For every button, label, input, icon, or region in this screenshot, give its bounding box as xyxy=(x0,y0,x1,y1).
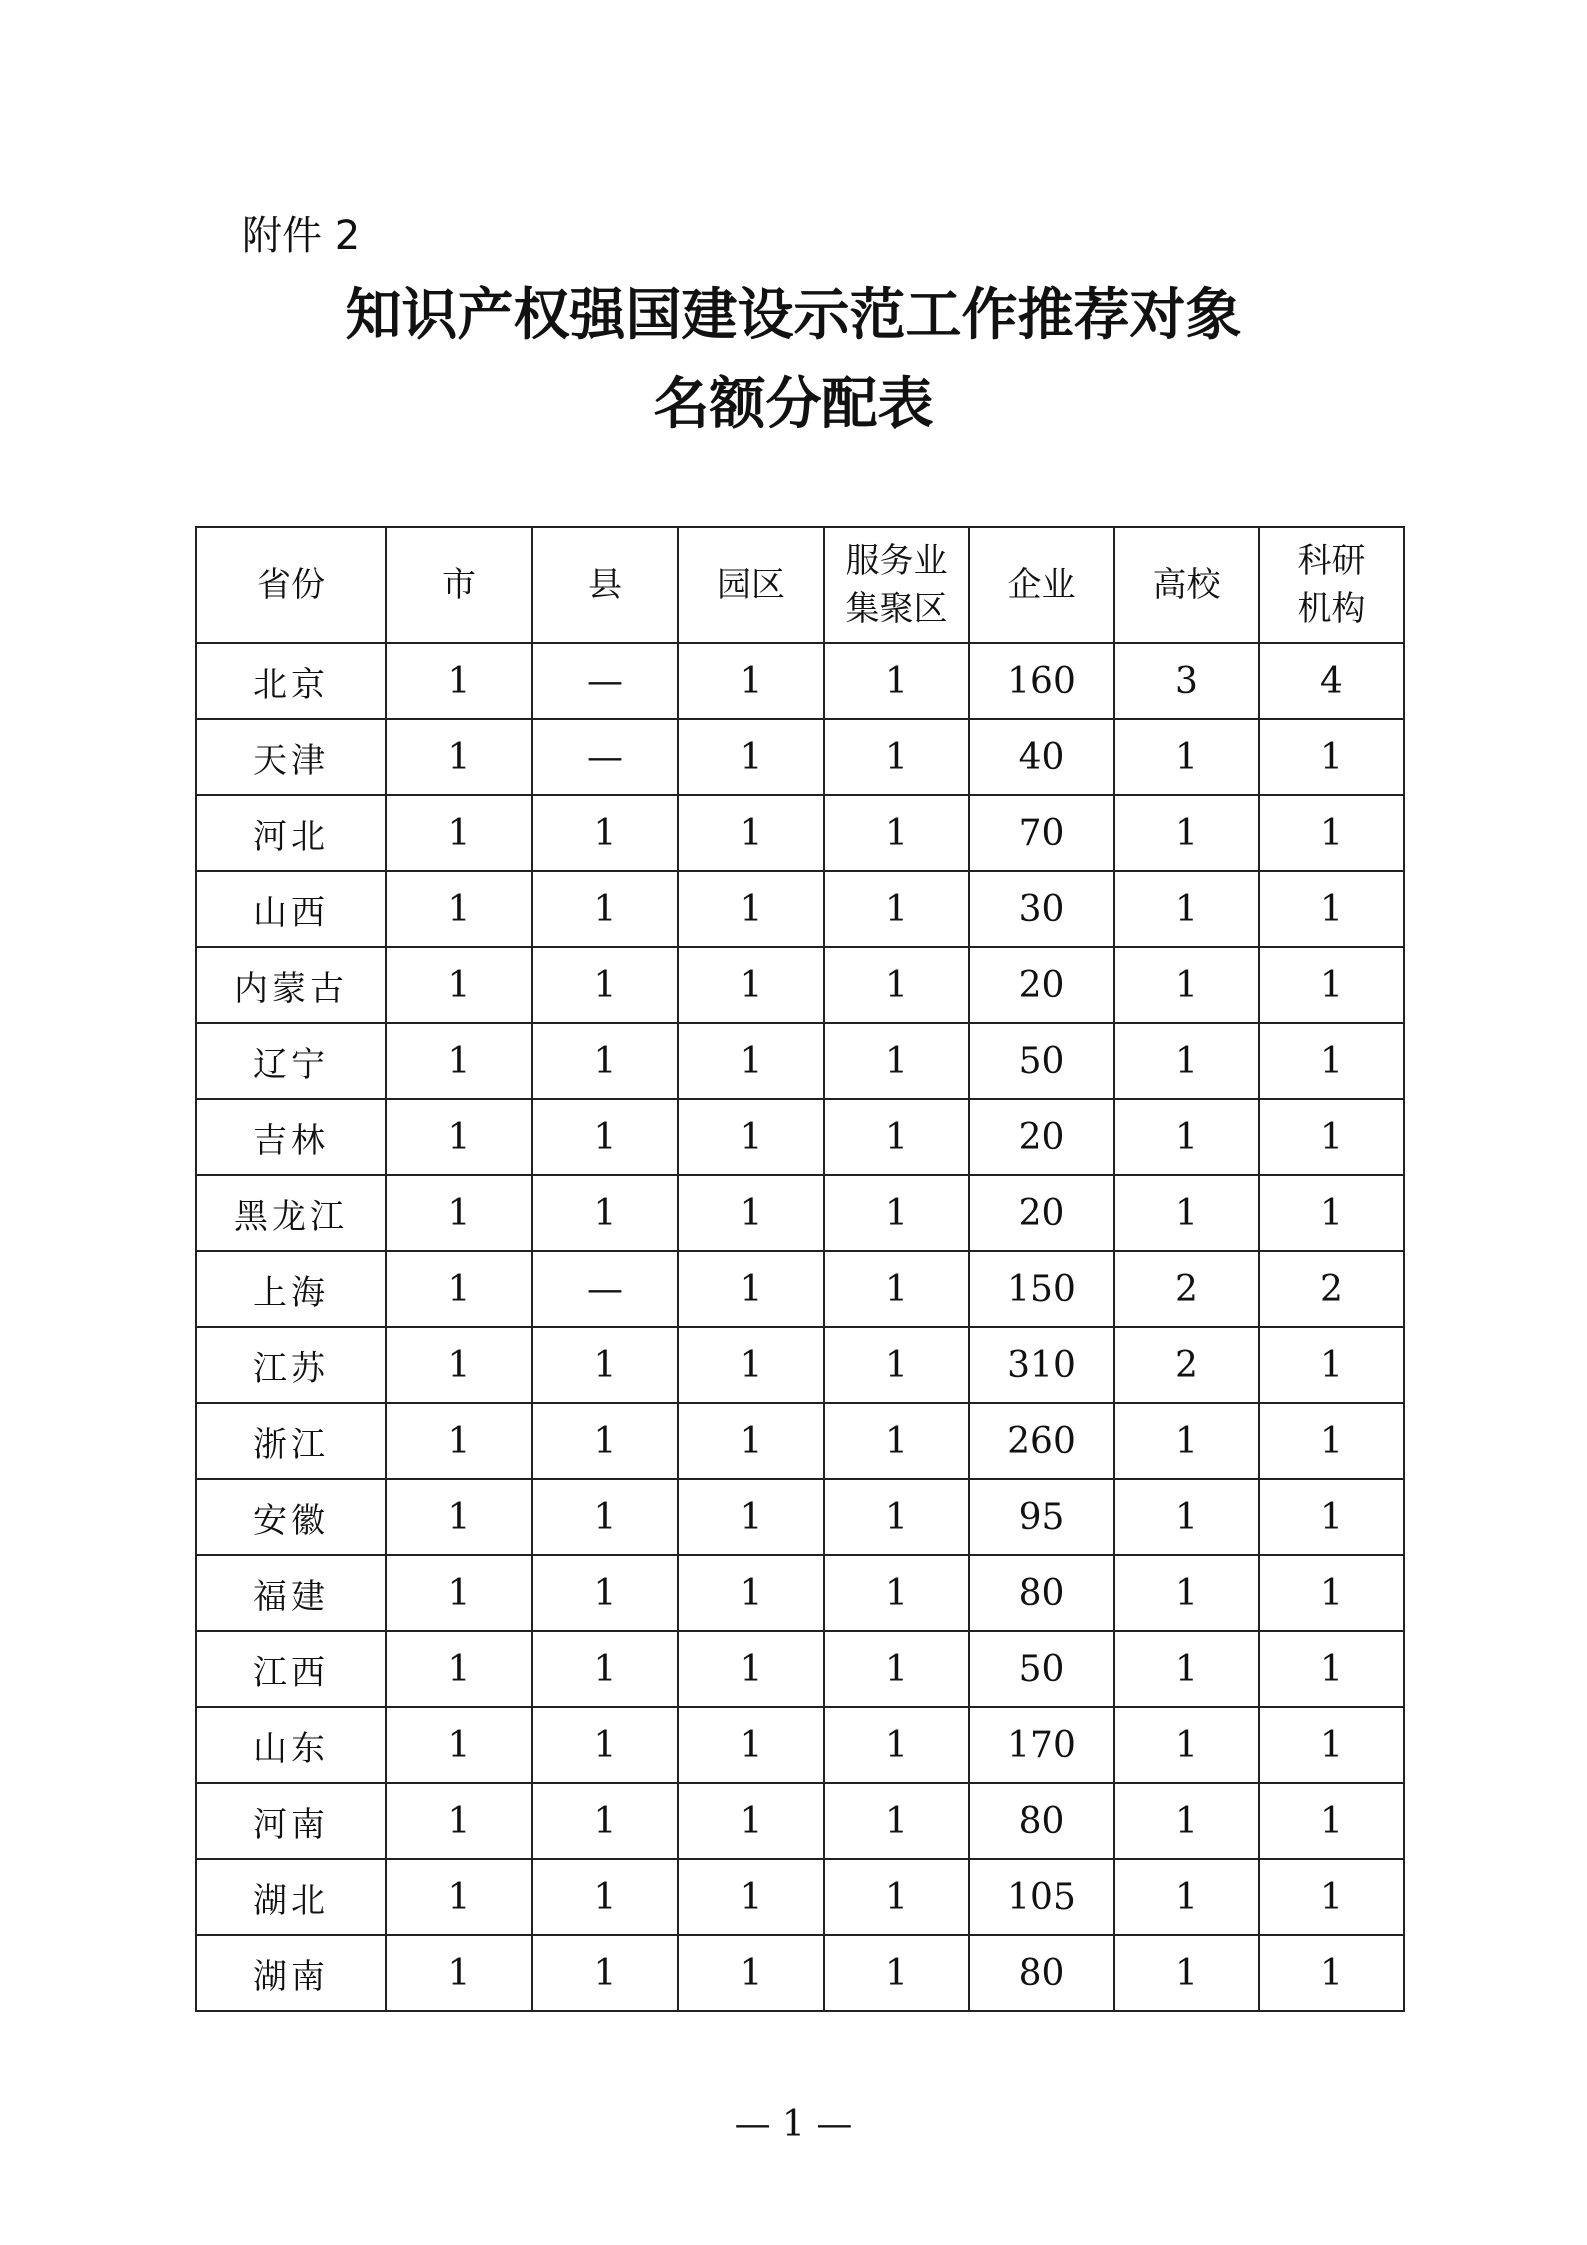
park-cell: 1 xyxy=(678,1099,824,1175)
enterprise-cell: 20 xyxy=(969,947,1114,1023)
research-institute-cell: 4 xyxy=(1259,643,1404,719)
university-cell: 2 xyxy=(1114,1251,1259,1327)
park-cell: 1 xyxy=(678,871,824,947)
province-cell: 浙江 xyxy=(196,1403,386,1479)
county-cell: 1 xyxy=(532,1859,678,1935)
university-cell: 1 xyxy=(1114,719,1259,795)
research-institute-cell: 1 xyxy=(1259,1707,1404,1783)
research-institute-cell: 1 xyxy=(1259,1099,1404,1175)
enterprise-cell: 160 xyxy=(969,643,1114,719)
city-cell: 1 xyxy=(386,1099,532,1175)
county-cell: 1 xyxy=(532,1327,678,1403)
enterprise-cell: 50 xyxy=(969,1631,1114,1707)
city-cell: 1 xyxy=(386,719,532,795)
header-label: 县 xyxy=(588,565,622,605)
service-cluster-cell: 1 xyxy=(824,1707,969,1783)
research-institute-cell: 1 xyxy=(1259,871,1404,947)
city-cell: 1 xyxy=(386,871,532,947)
park-cell: 1 xyxy=(678,1403,824,1479)
city-cell: 1 xyxy=(386,1403,532,1479)
service-cluster-cell: 1 xyxy=(824,1175,969,1251)
table-row xyxy=(196,1555,1404,1631)
county-cell: 1 xyxy=(532,1023,678,1099)
city-cell: 1 xyxy=(386,643,532,719)
park-cell: 1 xyxy=(678,1783,824,1859)
service-cluster-cell: 1 xyxy=(824,1555,969,1631)
service-cluster-cell: 1 xyxy=(824,719,969,795)
table-header-row xyxy=(196,527,1404,643)
park-cell: 1 xyxy=(678,643,824,719)
county-cell: 1 xyxy=(532,1555,678,1631)
table-row xyxy=(196,1251,1404,1327)
research-institute-cell: 1 xyxy=(1259,947,1404,1023)
park-cell: 1 xyxy=(678,719,824,795)
enterprise-cell: 95 xyxy=(969,1479,1114,1555)
province-cell: 江苏 xyxy=(196,1327,386,1403)
city-cell: 1 xyxy=(386,1631,532,1707)
county-cell: 1 xyxy=(532,1175,678,1251)
table-row xyxy=(196,1099,1404,1175)
table-row xyxy=(196,1935,1404,2011)
research-institute-cell: 1 xyxy=(1259,1327,1404,1403)
county-cell: 1 xyxy=(532,1631,678,1707)
enterprise-cell: 20 xyxy=(969,1099,1114,1175)
university-cell: 1 xyxy=(1114,1783,1259,1859)
header-label: 高校 xyxy=(1152,565,1221,605)
province-cell: 内蒙古 xyxy=(196,947,386,1023)
university-cell: 1 xyxy=(1114,1175,1259,1251)
city-cell: 1 xyxy=(386,947,532,1023)
header-label: 机构 xyxy=(1297,589,1366,629)
service-cluster-cell: 1 xyxy=(824,1859,969,1935)
city-cell: 1 xyxy=(386,1251,532,1327)
county-cell: 1 xyxy=(532,1707,678,1783)
province-cell: 福建 xyxy=(196,1555,386,1631)
service-cluster-cell: 1 xyxy=(824,1631,969,1707)
university-cell: 1 xyxy=(1114,947,1259,1023)
university-cell: 1 xyxy=(1114,795,1259,871)
document-title-line2: 名额分配表 xyxy=(653,372,934,437)
table-body xyxy=(196,643,1404,2011)
header-label: 企业 xyxy=(1007,565,1076,605)
table-row xyxy=(196,1175,1404,1251)
header-label: 园区 xyxy=(717,565,785,605)
enterprise-cell: 40 xyxy=(969,719,1114,795)
research-institute-cell: 1 xyxy=(1259,1859,1404,1935)
province-cell: 江西 xyxy=(196,1631,386,1707)
research-institute-cell: 1 xyxy=(1259,719,1404,795)
table-row xyxy=(196,1859,1404,1935)
university-cell: 1 xyxy=(1114,1935,1259,2011)
enterprise-cell: 170 xyxy=(969,1707,1114,1783)
park-cell: 1 xyxy=(678,1555,824,1631)
service-cluster-cell: 1 xyxy=(824,1099,969,1175)
service-cluster-cell: 1 xyxy=(824,643,969,719)
header-label: 省份 xyxy=(257,565,325,605)
enterprise-cell: 80 xyxy=(969,1935,1114,2011)
city-cell: 1 xyxy=(386,795,532,871)
province-cell: 辽宁 xyxy=(196,1023,386,1099)
county-cell: — xyxy=(532,643,678,719)
table-row xyxy=(196,643,1404,719)
city-cell: 1 xyxy=(386,1555,532,1631)
county-cell: 1 xyxy=(532,1479,678,1555)
university-cell: 3 xyxy=(1114,643,1259,719)
table-row xyxy=(196,871,1404,947)
header-park xyxy=(678,527,824,643)
attachment-label: 附件 2 xyxy=(242,213,361,259)
research-institute-cell: 1 xyxy=(1259,1479,1404,1555)
province-cell: 湖北 xyxy=(196,1859,386,1935)
table-row xyxy=(196,1631,1404,1707)
province-cell: 河北 xyxy=(196,795,386,871)
page-number: — 1 — xyxy=(734,2104,853,2145)
park-cell: 1 xyxy=(678,1935,824,2011)
header-label: 服务业 xyxy=(845,541,948,581)
header-county xyxy=(532,527,678,643)
county-cell: 1 xyxy=(532,871,678,947)
service-cluster-cell: 1 xyxy=(824,1403,969,1479)
province-cell: 河南 xyxy=(196,1783,386,1859)
province-cell: 北京 xyxy=(196,643,386,719)
university-cell: 1 xyxy=(1114,1555,1259,1631)
university-cell: 1 xyxy=(1114,1023,1259,1099)
university-cell: 1 xyxy=(1114,1631,1259,1707)
research-institute-cell: 1 xyxy=(1259,1023,1404,1099)
header-enterprise xyxy=(969,527,1114,643)
research-institute-cell: 1 xyxy=(1259,1631,1404,1707)
county-cell: 1 xyxy=(532,1403,678,1479)
park-cell: 1 xyxy=(678,1327,824,1403)
university-cell: 1 xyxy=(1114,871,1259,947)
province-cell: 上海 xyxy=(196,1251,386,1327)
park-cell: 1 xyxy=(678,1479,824,1555)
county-cell: 1 xyxy=(532,1935,678,2011)
park-cell: 1 xyxy=(678,947,824,1023)
enterprise-cell: 80 xyxy=(969,1783,1114,1859)
park-cell: 1 xyxy=(678,795,824,871)
park-cell: 1 xyxy=(678,1023,824,1099)
province-cell: 天津 xyxy=(196,719,386,795)
park-cell: 1 xyxy=(678,1175,824,1251)
university-cell: 1 xyxy=(1114,1859,1259,1935)
city-cell: 1 xyxy=(386,1859,532,1935)
park-cell: 1 xyxy=(678,1251,824,1327)
service-cluster-cell: 1 xyxy=(824,1935,969,2011)
enterprise-cell: 50 xyxy=(969,1023,1114,1099)
table-row xyxy=(196,1479,1404,1555)
service-cluster-cell: 1 xyxy=(824,795,969,871)
city-cell: 1 xyxy=(386,1175,532,1251)
service-cluster-cell: 1 xyxy=(824,1479,969,1555)
park-cell: 1 xyxy=(678,1631,824,1707)
province-cell: 山西 xyxy=(196,871,386,947)
header-research-institute xyxy=(1259,527,1404,643)
university-cell: 1 xyxy=(1114,1099,1259,1175)
header-university xyxy=(1114,527,1259,643)
service-cluster-cell: 1 xyxy=(824,1023,969,1099)
city-cell: 1 xyxy=(386,1707,532,1783)
table-row xyxy=(196,1327,1404,1403)
province-cell: 黑龙江 xyxy=(196,1175,386,1251)
research-institute-cell: 1 xyxy=(1259,1403,1404,1479)
enterprise-cell: 105 xyxy=(969,1859,1114,1935)
province-cell: 安徽 xyxy=(196,1479,386,1555)
research-institute-cell: 1 xyxy=(1259,1555,1404,1631)
enterprise-cell: 80 xyxy=(969,1555,1114,1631)
city-cell: 1 xyxy=(386,1327,532,1403)
enterprise-cell: 20 xyxy=(969,1175,1114,1251)
enterprise-cell: 70 xyxy=(969,795,1114,871)
research-institute-cell: 1 xyxy=(1259,795,1404,871)
quota-allocation-table xyxy=(195,526,1405,2012)
header-label: 科研 xyxy=(1297,541,1366,581)
enterprise-cell: 260 xyxy=(969,1403,1114,1479)
city-cell: 1 xyxy=(386,1023,532,1099)
county-cell: 1 xyxy=(532,795,678,871)
table-row xyxy=(196,947,1404,1023)
service-cluster-cell: 1 xyxy=(824,1783,969,1859)
province-cell: 湖南 xyxy=(196,1935,386,2011)
county-cell: — xyxy=(532,1251,678,1327)
service-cluster-cell: 1 xyxy=(824,871,969,947)
park-cell: 1 xyxy=(678,1707,824,1783)
city-cell: 1 xyxy=(386,1783,532,1859)
county-cell: 1 xyxy=(532,1783,678,1859)
city-cell: 1 xyxy=(386,1935,532,2011)
university-cell: 1 xyxy=(1114,1403,1259,1479)
university-cell: 2 xyxy=(1114,1327,1259,1403)
table-row xyxy=(196,1783,1404,1859)
park-cell: 1 xyxy=(678,1859,824,1935)
header-service-cluster xyxy=(824,527,969,643)
research-institute-cell: 1 xyxy=(1259,1935,1404,2011)
service-cluster-cell: 1 xyxy=(824,1327,969,1403)
header-label: 市 xyxy=(442,565,476,605)
header-label: 集聚区 xyxy=(845,589,948,629)
research-institute-cell: 1 xyxy=(1259,1783,1404,1859)
service-cluster-cell: 1 xyxy=(824,1251,969,1327)
university-cell: 1 xyxy=(1114,1707,1259,1783)
research-institute-cell: 1 xyxy=(1259,1175,1404,1251)
city-cell: 1 xyxy=(386,1479,532,1555)
enterprise-cell: 310 xyxy=(969,1327,1114,1403)
county-cell: — xyxy=(532,719,678,795)
province-cell: 吉林 xyxy=(196,1099,386,1175)
enterprise-cell: 30 xyxy=(969,871,1114,947)
province-cell: 山东 xyxy=(196,1707,386,1783)
service-cluster-cell: 1 xyxy=(824,947,969,1023)
table-row xyxy=(196,1707,1404,1783)
header-city xyxy=(386,527,532,643)
county-cell: 1 xyxy=(532,947,678,1023)
table-row xyxy=(196,1403,1404,1479)
enterprise-cell: 150 xyxy=(969,1251,1114,1327)
document-title-line1: 知识产权强国建设示范工作推荐对象 xyxy=(345,283,1242,348)
county-cell: 1 xyxy=(532,1099,678,1175)
table-row xyxy=(196,1023,1404,1099)
research-institute-cell: 2 xyxy=(1259,1251,1404,1327)
university-cell: 1 xyxy=(1114,1479,1259,1555)
header-province xyxy=(196,527,386,643)
table-row xyxy=(196,795,1404,871)
table-row xyxy=(196,719,1404,795)
